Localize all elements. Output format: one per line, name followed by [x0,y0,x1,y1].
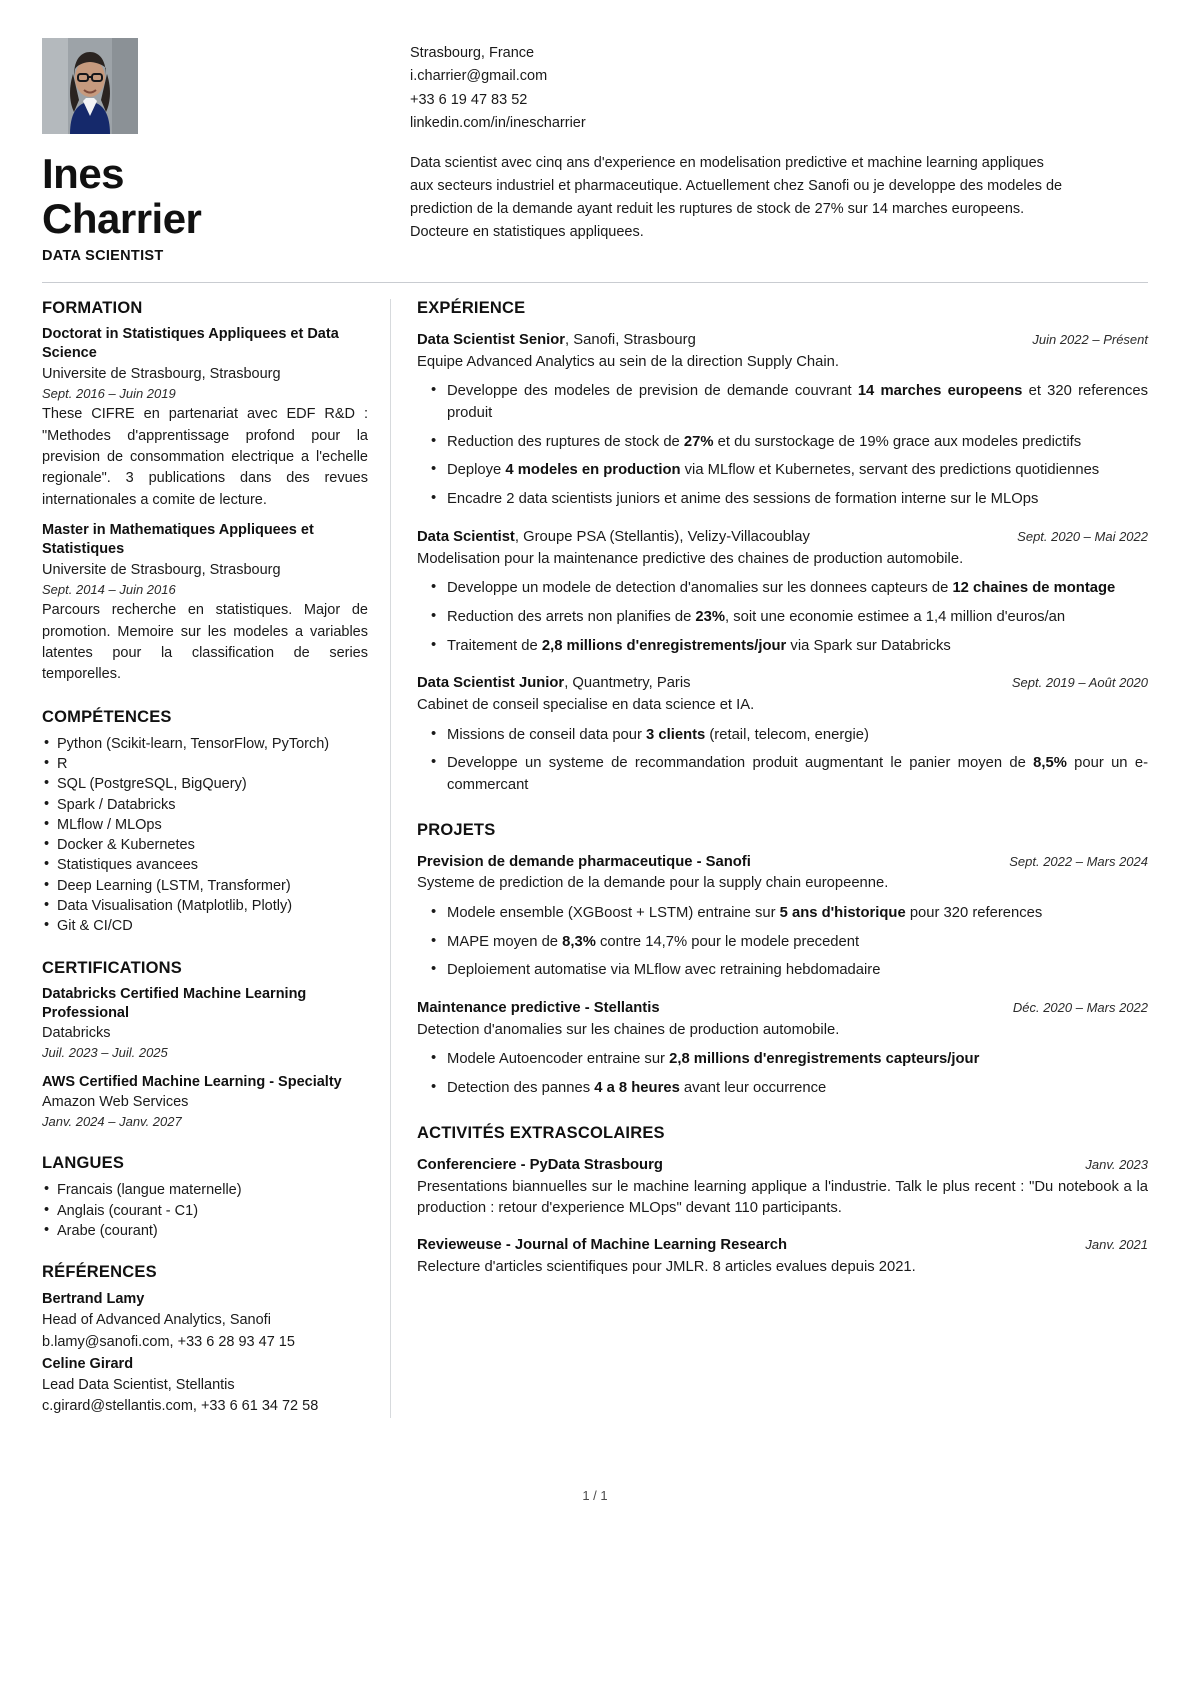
project-header [417,998,1148,1019]
project-name: Maintenance predictive - Stellantis [417,1000,660,1017]
profile-photo [42,38,138,134]
job-title: DATA SCIENTIST [42,248,164,265]
header-contact-block [410,38,1148,244]
bullet-item: • Deploye 4 modeles en production via MLflow et Kubernetes, servant des predictions quotidiennes [417,460,1148,482]
list-item: • Git & CI/CD [42,916,368,936]
contact-linkedin[interactable]: linkedin.com/in/inescharrier [410,115,586,132]
reference-name: Bertrand Lamy [42,1291,145,1308]
section-title-projets: PROJETS [417,820,496,839]
activity-entry [417,1155,1148,1220]
certification-date: Juil. 2023 – Juil. 2025 [42,1045,168,1061]
education-description: Parcours recherche en statistiques. Major de promotion. Memoire sur les modeles a variables latentes pour la classification de series temporelles. [42,602,368,683]
langues-list [42,1180,368,1241]
section-langues [42,1154,368,1241]
formation-entries [42,325,368,686]
section-certifications [42,959,368,1133]
project-subtitle: Systeme de prediction de la demande pour la supply chain europeenne. [417,875,889,892]
activity-description: Relecture d'articles scientifiques pour JMLR. 8 articles evalues depuis 2021. [417,1259,916,1276]
list-item: • Spark / Databricks [42,795,368,815]
reference-role: Lead Data Scientist, Stellantis [42,1376,235,1393]
section-competences [42,708,368,937]
activity-date: Janv. 2023 [1085,1156,1148,1172]
experience-subtitle: Cabinet de conseil specialise en data science et IA. [417,697,755,714]
certification-entries [42,985,368,1133]
list-item: • Anglais (courant - C1) [42,1201,368,1221]
bullet-item: • Encadre 2 data scientists juniors et anime des sessions de formation interne sur le MLOps [417,489,1148,511]
list-item: • Deep Learning (LSTM, Transformer) [42,876,368,896]
profile-summary: Data scientist avec cinq ans d'experience en modelisation predictive et machine learning appliques aux secteurs industriel et pharmaceutique. Actuellement chez Sanofi ou je developpe des modeles de prediction de la demande ayant reduit les ruptures de stock de 27% sur 14 marches europeens. Docteure en statistiques appliquees. [410,154,1063,240]
education-degree: Master in Mathematiques Appliquees et Statistiques [42,522,314,558]
reference-role: Head of Advanced Analytics, Sanofi [42,1312,271,1329]
section-references [42,1263,368,1418]
experience-bullets [417,578,1148,657]
section-experience [417,299,1148,797]
education-entry [42,521,368,686]
resume-body [42,283,1148,1418]
resume-header [42,38,1148,282]
activity-name: Revieweuse - Journal of Machine Learning Research [417,1237,788,1254]
certification-entry [42,985,368,1063]
first-name: Ines [42,150,125,197]
project-date: Sept. 2022 – Mars 2024 [1009,853,1148,869]
activity-name: Conferenciere - PyData Strasbourg [417,1156,663,1173]
experience-entry [417,527,1148,657]
certification-date: Janv. 2024 – Janv. 2027 [42,1114,182,1130]
experience-entries [417,330,1148,797]
reference-entry [42,1354,368,1419]
experience-role: Data Scientist Senior, Sanofi, Strasbourg [417,332,696,349]
section-title-references: RÉFÉRENCES [42,1263,157,1282]
activity-date: Janv. 2021 [1085,1237,1148,1253]
bullet-item: • Developpe des modeles de prevision de demande couvrant 14 marches europeens et 320 references produit [417,381,1148,425]
experience-bullets [417,725,1148,797]
list-item: • Docker & Kubernetes [42,835,368,855]
reference-entries [42,1289,368,1418]
experience-date: Sept. 2019 – Août 2020 [1011,675,1148,691]
section-title-activites: ACTIVITÉS EXTRASCOLAIRES [417,1123,665,1142]
reference-name: Celine Girard [42,1355,134,1372]
education-date: Sept. 2014 – Juin 2016 [42,581,176,597]
bullet-item: • Reduction des ruptures de stock de 27% et du surstockage de 19% grace aux modeles predictifs [417,432,1148,454]
certification-entry [42,1073,368,1132]
reference-contact[interactable]: c.girard@stellantis.com, +33 6 61 34 72 58 [42,1398,319,1415]
education-organization: Universite de Strasbourg, Strasbourg [42,365,281,382]
bullet-item: • MAPE moyen de 8,3% contre 14,7% pour le modele precedent [417,932,1148,954]
activity-entry [417,1235,1148,1278]
bullet-item: • Detection des pannes 4 a 8 heures avant leur occurrence [417,1078,1148,1100]
right-column [390,299,1148,1418]
section-title-langues: LANGUES [42,1154,125,1173]
section-title-formation: FORMATION [42,299,143,318]
experience-subtitle: Modelisation pour la maintenance predictive des chaines de production automobile. [417,550,964,567]
certification-issuer: Amazon Web Services [42,1094,189,1111]
reference-contact[interactable]: b.lamy@sanofi.com, +33 6 28 93 47 15 [42,1333,295,1350]
bullet-item: • Modele ensemble (XGBoost + LSTM) entraine sur 5 ans d'historique pour 320 references [417,903,1148,925]
project-date: Déc. 2020 – Mars 2022 [1012,1000,1148,1016]
education-date: Sept. 2016 – Juin 2019 [42,385,176,401]
section-title-experience: EXPÉRIENCE [417,299,526,318]
list-item: • Data Visualisation (Matplotlib, Plotly) [42,896,368,916]
activity-description: Presentations biannuelles sur le machine learning applique a l'industrie. Talk le plus recent : "Du notebook a la production : retour d'experience MLOps" devant 110 participants. [417,1178,1148,1216]
experience-subtitle: Equipe Advanced Analytics au sein de la direction Supply Chain. [417,353,839,370]
header-identity-block [42,38,410,264]
activite-entries [417,1155,1148,1279]
last-name: Charrier [42,194,202,242]
experience-date: Sept. 2020 – Mai 2022 [1017,528,1148,544]
section-title-competences: COMPÉTENCES [42,707,172,726]
reference-entry [42,1289,368,1354]
experience-header [417,330,1148,351]
left-column [42,299,390,1418]
list-item: • MLflow / MLOps [42,815,368,835]
project-header [417,852,1148,873]
list-item: • Arabe (courant) [42,1221,368,1241]
project-bullets [417,903,1148,982]
education-description: These CIFRE en partenariat avec EDF R&D : "Methodes d'apprentissage profond pour la prevision de consommation electrique a l'echelle regionale". 3 publications dans des revues internationales a comite de lecture. [42,406,368,508]
competences-list [42,734,368,937]
bullet-item: • Developpe un modele de detection d'anomalies sur les donnees capteurs de 12 chaines de montage [417,578,1148,600]
bullet-item: • Reduction des arrets non planifies de 23%, soit une economie estimee a 1,4 million d'euros/an [417,607,1148,629]
contact-phone[interactable]: +33 6 19 47 83 52 [410,91,528,108]
education-entry [42,325,368,511]
bullet-item: • Developpe un systeme de recommandation produit augmentant le panier moyen de 8,5% pour un e-commercant [417,753,1148,797]
project-entry [417,852,1148,982]
bullet-item: • Traitement de 2,8 millions d'enregistrements/jour via Spark sur Databricks [417,636,1148,658]
project-entry [417,998,1148,1100]
experience-header [417,527,1148,548]
experience-bullets [417,381,1148,511]
experience-entry [417,673,1148,796]
list-item: • Statistiques avancees [42,855,368,875]
project-name: Prevision de demande pharmaceutique - Sanofi [417,853,751,870]
certification-issuer: Databricks [42,1025,111,1042]
experience-entry [417,330,1148,511]
project-bullets [417,1049,1148,1100]
list-item: • Francais (langue maternelle) [42,1180,368,1200]
page-title [42,152,410,241]
section-title-certifications: CERTIFICATIONS [42,958,182,977]
page-footer: 1 / 1 [582,1488,608,1504]
activity-header [417,1235,1148,1256]
bullet-item: • Deploiement automatise via MLflow avec retraining hebdomadaire [417,960,1148,982]
certification-name: Databricks Certified Machine Learning Professional [42,985,307,1021]
contact-email[interactable]: i.charrier@gmail.com [410,68,548,85]
list-item: • SQL (PostgreSQL, BigQuery) [42,774,368,794]
section-activites [417,1124,1148,1279]
experience-date: Juin 2022 – Présent [1032,332,1148,348]
bullet-item: • Missions de conseil data pour 3 clients (retail, telecom, energie) [417,725,1148,747]
project-subtitle: Detection d'anomalies sur les chaines de production automobile. [417,1021,840,1038]
list-item: • Python (Scikit-learn, TensorFlow, PyTorch) [42,734,368,754]
experience-header [417,673,1148,694]
projet-entries [417,852,1148,1100]
education-degree: Doctorat in Statistiques Appliquees et Data Science [42,326,339,362]
certification-name: AWS Certified Machine Learning - Specialty [42,1074,342,1091]
bullet-item: • Modele Autoencoder entraine sur 2,8 millions d'enregistrements capteurs/jour [417,1049,1148,1071]
experience-role: Data Scientist Junior, Quantmetry, Paris [417,675,691,692]
contact-location: Strasbourg, France [410,45,535,61]
section-formation [42,299,368,686]
activity-header [417,1155,1148,1176]
section-projets [417,821,1148,1100]
experience-role: Data Scientist, Groupe PSA (Stellantis), Velizy-Villacoublay [417,528,810,545]
education-organization: Universite de Strasbourg, Strasbourg [42,561,281,578]
list-item: • R [42,754,368,774]
